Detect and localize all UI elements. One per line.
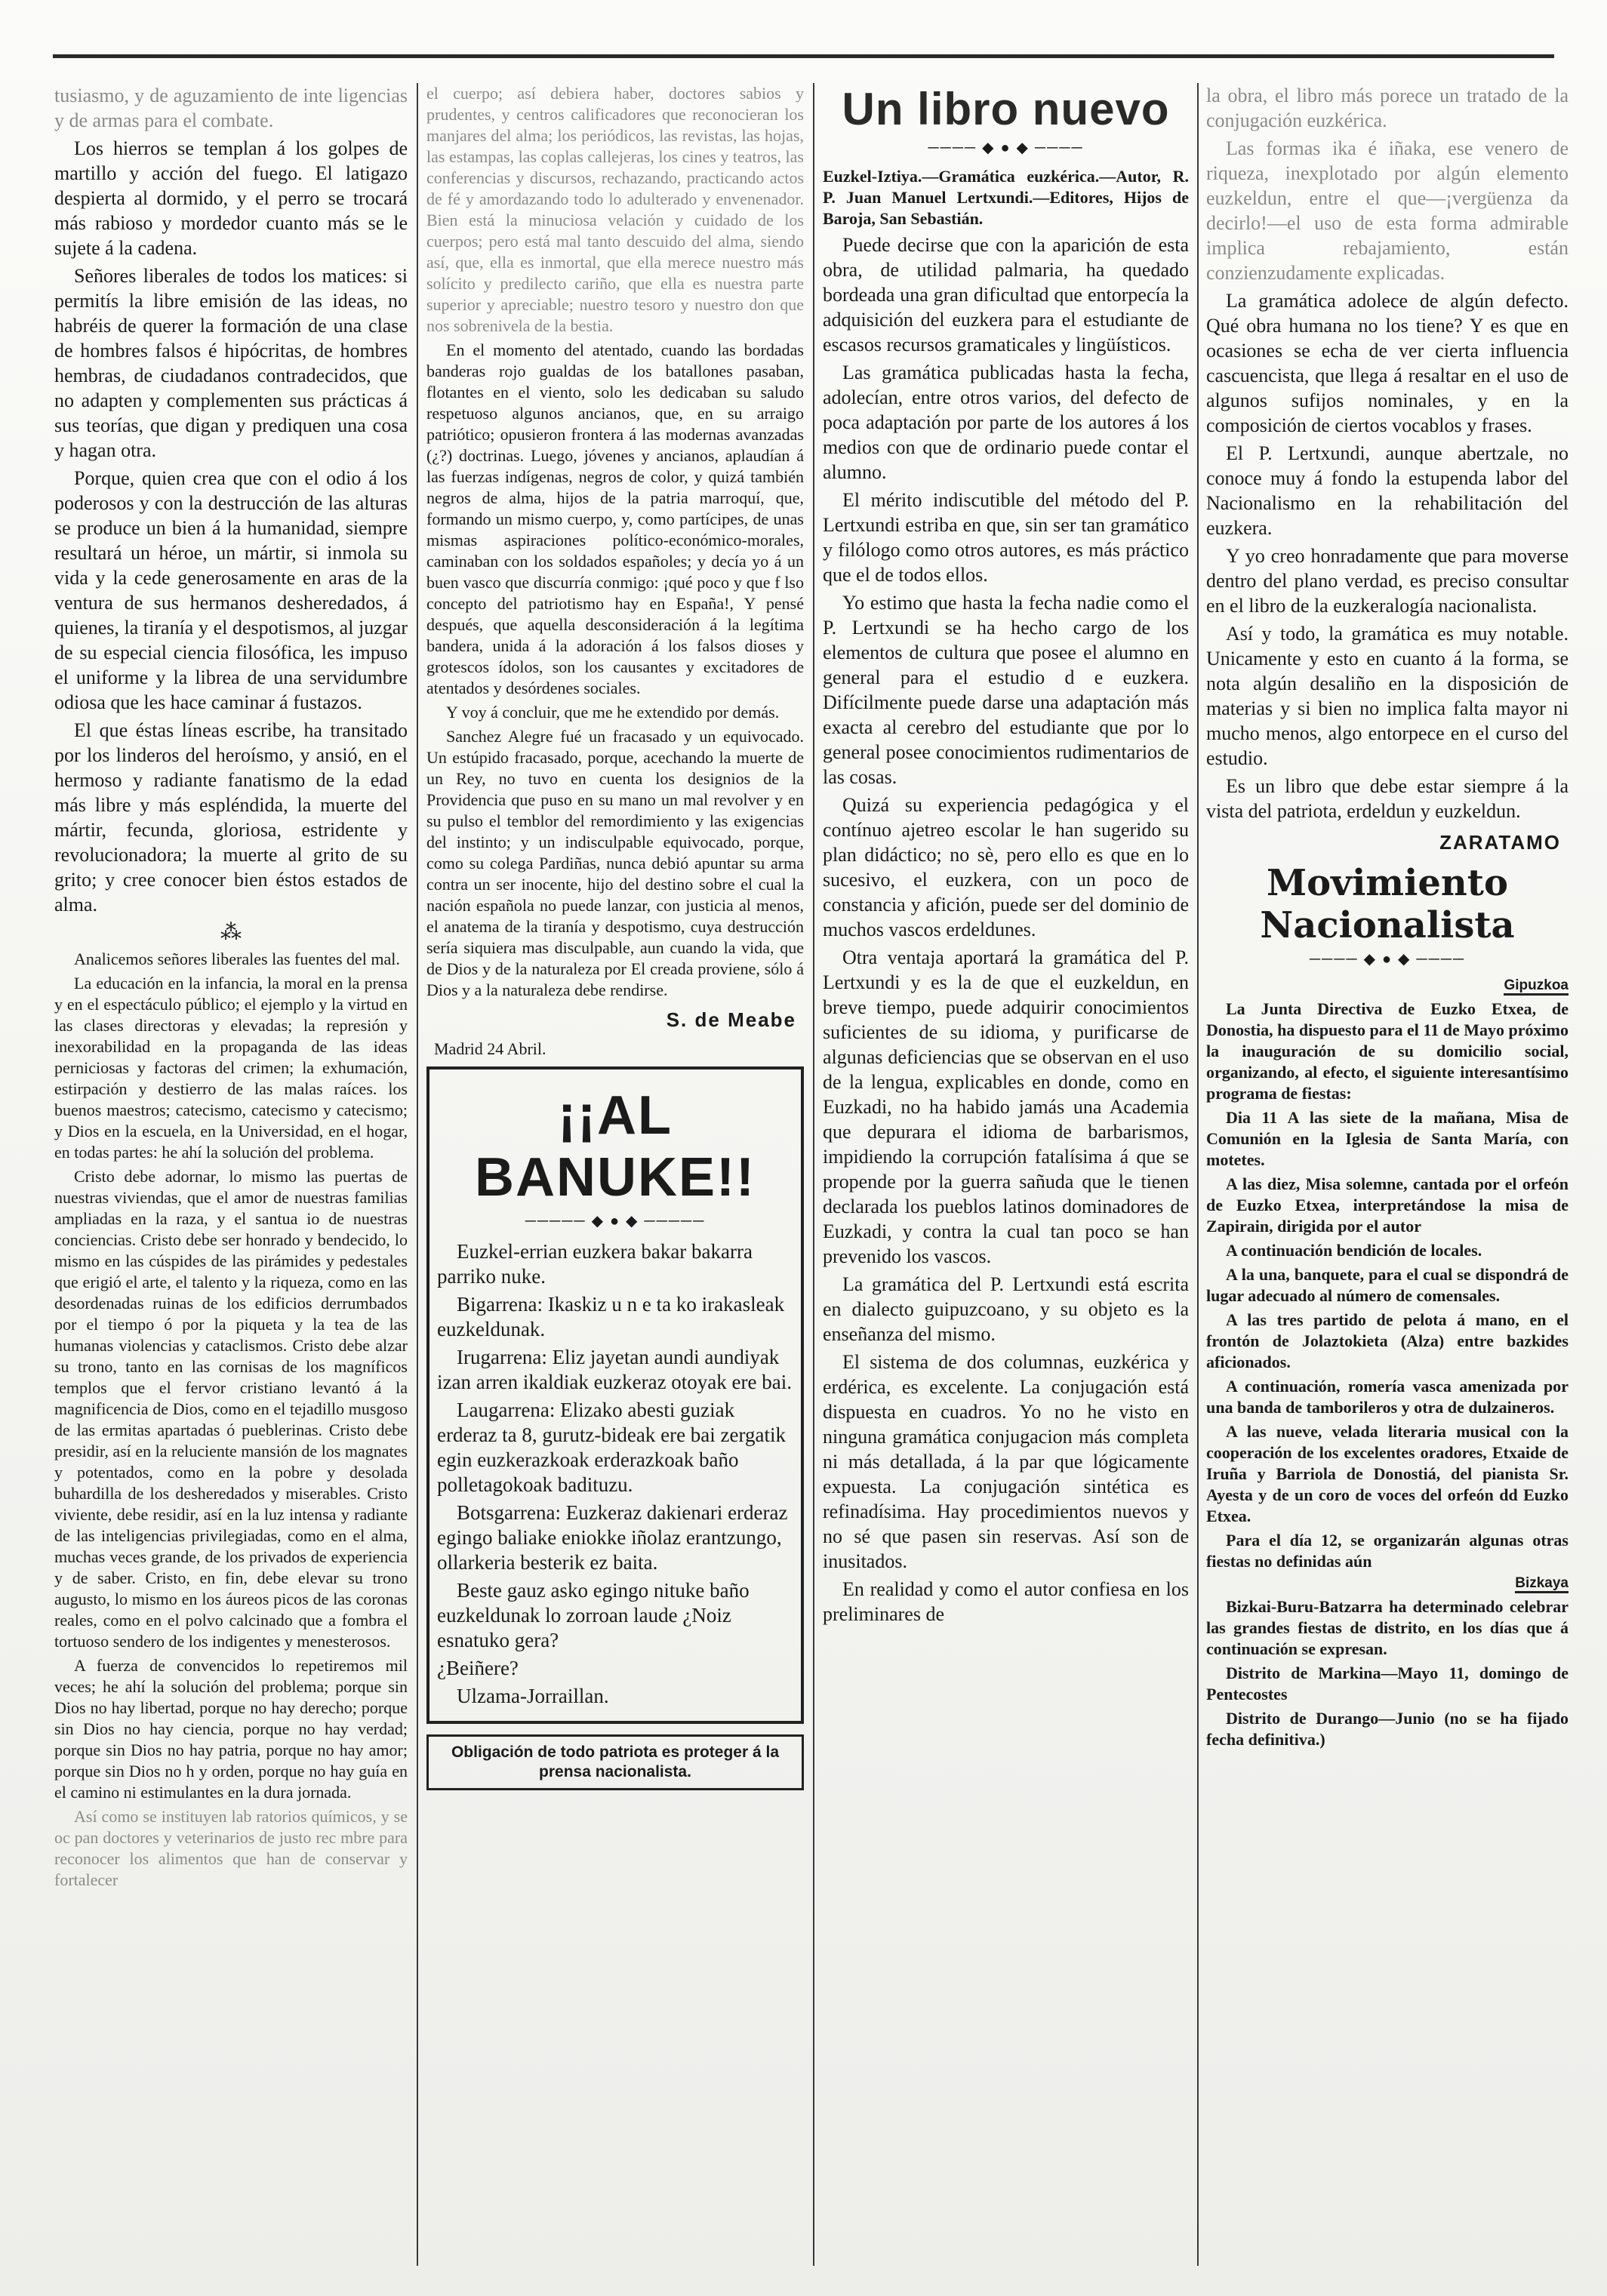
paragraph: A la una, banquete, para el cual se dispondrá de lugar adecuado al número de comensales. bbox=[1206, 1265, 1569, 1305]
section-heading: Movimiento Nacionalista bbox=[1260, 862, 1515, 946]
paragraph: tusiasmo, y de aguzamiento de inte ligencias y de armas para el combate. bbox=[54, 85, 408, 131]
paragraph: Quizá su experiencia pedagógica y el contínuo ajetreo escolar le han sugerido su plan didáctico; no sè, pero ello es que en lo sucesivo, el euzkera, con un poco de constancia y afición, puede ser del dominio de muchos vascos erdeldunes. bbox=[823, 794, 1189, 940]
paragraph: En realidad y como el autor confiesa en los preliminares de bbox=[823, 1578, 1189, 1625]
paragraph: Beste gauz asko egingo nituke baño euzkeldunak lo zorroan laude ¿Noiz esnatuko gera? bbox=[437, 1579, 750, 1651]
banner-title: ¡¡AL BANUKE!! bbox=[475, 1085, 756, 1208]
paragraph: La gramática del P. Lertxundi está escrita en dialecto guipuzcoano, y su objeto es la enseñanza del mismo. bbox=[823, 1273, 1189, 1345]
paragraph: Y yo creo honradamente que para moverse dentro del plano verdad, es preciso consultar en el libro de la euzkeralogía nacionalista. bbox=[1206, 545, 1569, 617]
paragraph: A las tres partido de pelota á mano, en el frontón de Jolaztokieta (Alza) entre bazkides aficionados. bbox=[1206, 1310, 1569, 1371]
paragraph: Analicemos señores liberales las fuentes del mal. bbox=[74, 949, 400, 968]
paragraph: el cuerpo; así debiera haber, doctores sabios y prudentes, y centros calificadores que reconocieran los manjares del alma; los periódicos, las revistas, las hojas, las estampas, las coplas callejeras, los cines y teatros, las conferencias y discursos, rechazando, practicando actos de fé y amordazando todo lo adulterado y envenenador. Bien está la minuciosa velación y cuidado de los cuerpos; pero está mal tanto descuido del alma, siendo así, que, ella es inmortal, que ella merece nuestro más solícito y predilecto cariño, que ella es nuestra parte superior y apreciable; nuestro tesoro y nuestro don que nos sobrenivela de la bestia. bbox=[426, 84, 804, 335]
paragraph: Distrito de Durango—Junio (no se ha fijado fecha definitiva.) bbox=[1206, 1709, 1569, 1749]
ornament-rule: ──── ◆ ● ◆ ──── bbox=[1309, 951, 1466, 968]
paragraph: Y voy á concluir, que me he extendido por demás. bbox=[446, 703, 780, 722]
paragraph: A fuerza de convencidos lo repetiremos mil veces; he ahí la solución del problema; porque sin Dios no hay libertad, porque no hay derecho; porque sin Dios no hay ciencia, porque no hay verdad; porque sin Dios no hay patria, porque no hay amor; porque sin Dios no h y orden, porque no hay guía en el camino ni estimulantes en la dura jornada. bbox=[54, 1656, 408, 1802]
column-divider bbox=[813, 83, 814, 2266]
paragraph: Botsgarrena: Euzkeraz dakienari erderaz egingo baliake eniokke iñolaz erantzungo, ollarkeria besterik ez baita. bbox=[437, 1501, 788, 1574]
article-subhead: Euzkel-Iztiya.—Gramática euzkérica.—Autor, R. P. Juan Manuel Lertxundi.—Editores, Hijos de Baroja, San Sebastián. bbox=[823, 167, 1189, 228]
al-banuke-box bbox=[426, 1066, 804, 1724]
paragraph: La educación en la infancia, la moral en la prensa y en el espectáculo público; el ejemplo y la virtud en las clases directoras y elevadas; la represión y inexorabilidad en la propaganda de las ideas perniciosas y factoras del crimen; la exhumación, estirpación y destierro de las malas raíces. los buenos maestros; catecismo, catecismo y catecismo; y Dios en la escuela, en la Universidad, en el hogar, en todas partes: he ahí la solución del problema. bbox=[54, 974, 408, 1162]
paragraph: Porque, quien crea que con el odio á los poderosos y con la destrucción de las alturas se produce un bien á la humanidad, siempre resultará un héroe, un mártir, si inmola su vida y la cede generosamente en aras de la ventura de sus hermanos desheredados, á quienes, la tiranía y el despotismos, al juzgar de su especial ciencia filosófica, les impuso el uniforme y la librea de una servidumbre odiosa que les hace caminar á fustazos. bbox=[54, 467, 408, 713]
ornament-rule: ───── ◆ ● ◆ ───── bbox=[525, 1213, 706, 1230]
paragraph: Puede decirse que con la aparición de esta obra, de utilidad palmaria, ha quedado bordeada una gran dificultad que entorpecía la adquisición del euzkera para el estudiante de escasos recursos gramaticales y lingüísticos. bbox=[823, 234, 1189, 355]
paragraph: Los hierros se templan á los golpes de martillo y acción del fuego. El latigazo despierta al dormido, y el perro se trocará más rabioso y mordedor cuanto más se le sujete á la cadena. bbox=[54, 137, 408, 259]
paragraph: Laugarrena: Elizako abesti guziak erderaz ta 8, gurutz-bideak ere bai zergatik egin euzkerazkoak erderazkoak baño polletagokoak badituzu. bbox=[437, 1399, 786, 1496]
paragraph: Yo estimo que hasta la fecha nadie como el P. Lertxundi se ha hecho cargo de los elementos de cultura que posee el alumno en general para el estudio d e euzkera. Difícilmente puede darse una adaptación más exacta al cerebro del estudiante que por lo general posee conocimientos rudimentarios de las cosas. bbox=[823, 592, 1189, 788]
article-title: Un libro nuevo bbox=[842, 84, 1170, 134]
ornament-rule: ──── ◆ ● ◆ ──── bbox=[928, 140, 1084, 156]
paragraph: El P. Lertxundi, aunque abertzale, no conoce muy á fondo la estupenda labor del Nacionalismo en la rehabilitación del euzkera. bbox=[1206, 442, 1569, 539]
paragraph: La Junta Directiva de Euzko Etxea, de Donostia, ha dispuesto para el 11 de Mayo próximo la inauguración de su domicilio social, organizando, al efecto, el siguiente interesantísimo programa de fiestas: bbox=[1206, 999, 1569, 1103]
paragraph: A las nueve, velada literaria musical con la cooperación de los excelentes oradores, Etxaide de Iruña y Barriola de Donostiá, del pianista Sr. Ayesta y de un coro de voces del orfeón dd Euzko Etxea. bbox=[1206, 1422, 1569, 1525]
notice-box: Obligación de todo patriota es proteger á la prensa nacionalista. bbox=[426, 1734, 804, 1790]
paragraph: Sanchez Alegre fué un fracasado y un equivocado. Un estúpido fracasado, porque, acechando la muerte de un Rey, no tuvo en cuenta los designios de la Providencia que puso en su mano un mal revolver y en su pulso el temblor del remordimiento y las exigencias del instinto; y un indisculpable equivocado, porque, como su colega Pardiñas, nunca debió apuntar su arma contra un ser inocente, hijo del destino sobre el cual la nación española no puede lanzar, con justicia al menos, el anatema de la tiranía y despotismo, cuya destrucción sería siquiera mas disculpable, aun cuando la vida, que de Dios y de la naturaleza por El creada proviene, sólo á Dios y a la naturaleza debe rendirse. bbox=[426, 727, 804, 999]
region-label-bizkaya: Bizkaya bbox=[1206, 1575, 1569, 1592]
column-divider bbox=[417, 83, 418, 2266]
paragraph: A continuación, romería vasca amenizada por una banda de tamborileros y otra de dulzaineros. bbox=[1206, 1377, 1569, 1417]
column-1 bbox=[54, 83, 408, 2266]
ornament-asterism: ⁂ bbox=[220, 921, 242, 944]
paragraph: Para el día 12, se organizarán algunas otras fiestas no definidas aún bbox=[1206, 1531, 1569, 1571]
column-2 bbox=[426, 83, 804, 2266]
paragraph: Distrito de Markina—Mayo 11, domingo de Pentecostes bbox=[1206, 1664, 1569, 1704]
paragraph: Señores liberales de todos los matices: si permitís la libre emisión de las ideas, no habréis de querer la formación de una clase de hombres falsos é hipócritas, de hombres hembras, de ciudadanos contradecidos, que no adapten y complementen sus prácticas á sus teorías, que digan y prediquen una cosa y hagan otra. bbox=[54, 265, 408, 461]
box-closing: ¿Beiñere? bbox=[437, 1657, 519, 1679]
paragraph: la obra, el libro más porece un tratado de la conjugación euzkérica. bbox=[1206, 85, 1569, 131]
paragraph: Bizkai-Buru-Batzarra ha determinado celebrar las grandes fiestas de distrito, en los días que á continuación se expresan. bbox=[1206, 1597, 1569, 1658]
paragraph: Irugarrena: Eliz jayetan aundi aundiyak izan arren ikaldiak euzkeraz otoyak ere bai. bbox=[437, 1346, 792, 1393]
paragraph: En el momento del atentado, cuando las bordadas banderas rojo gualdas de los batallones pasaban, flotantes en el viento, solo les dedicaban su saludo respetuoso algunos ancianos, que, en su arraigo patriótico; opusieron frontera á las modernas avanzadas (¿?) doctrinas. Luego, jóvenes y ancianos, aplaudían á las fuerzas indígenas, negros de color, y quizá también negros de alma, hijos de la patria marroquí, que, formando un mismo cuerpo, y, como partícipes, de unas mismas aspiraciones político-económico-morales, caminaban con los soldados españoles; y decía yo á un buen vasco que discurría conmigo: ¡qué poco y que f lso concepto del patriotismo hay en España!, Y pensé después, que aquella desconsideración á la legítima bandera, unida á la adoración á los falsos dioses y grotescos ídolos, son los causantes y excitadores de atentados y desórdenes sociales. bbox=[426, 340, 804, 697]
paragraph: Bigarrena: Ikaskiz u n e ta ko irakasleak euzkeldunak. bbox=[437, 1293, 785, 1340]
region-label-gipuzkoa: Gipuzkoa bbox=[1206, 977, 1569, 994]
top-rule bbox=[53, 54, 1554, 58]
paragraph: Dia 11 A las siete de la mañana, Misa de Comunión en la Iglesia de Santa María, con motetes. bbox=[1206, 1108, 1569, 1169]
article-signature: ZARATAMO bbox=[1439, 831, 1561, 854]
paragraph: Así y todo, la gramática es muy notable. Unicamente y esto en cuanto á la forma, se nota algún desaliño en la disposición de materias y si bien no implica falta mayor ni mucho menos, algo entorpece en el curso del estudio. bbox=[1206, 623, 1569, 769]
column-3 bbox=[823, 83, 1189, 2266]
paragraph: A las diez, Misa solemne, cantada por el orfeón de Euzko Etxea, interpretándose la misa de Zapirain, dirigida por el autor bbox=[1206, 1174, 1569, 1236]
article-signature: S. de Meabe bbox=[666, 1008, 796, 1031]
dateline: Madrid 24 Abril. bbox=[434, 1039, 546, 1058]
paragraph: La gramática adolece de algún defecto. Qué obra humana no los tiene? Y es que en ocasiones se echa de ver cierta influencia cascuencista, que llega á resaltar en el uso de algunos sufijos nominales, y en la composición de ciertos vocablos y frases. bbox=[1206, 290, 1569, 436]
paragraph: El que éstas líneas escribe, ha transitado por los linderos del heroísmo, y ansió, en el hermoso y radiante fanatismo de la edad más libre y más espléndida, la muerte del mártir, fecunda, gloriosa, estridente y revolucionadora; la muerte al grito de su grito; y cree conocer bien éstos estados de alma. bbox=[54, 719, 408, 916]
box-author: Ulzama-Jorraillan. bbox=[457, 1685, 609, 1707]
column-4 bbox=[1206, 83, 1569, 2266]
paragraph: Cristo debe adornar, lo mismo las puertas de nuestras viviendas, que el amor de nuestras familias ampliadas en la raza, y el santua io de nuestras conciencias. Cristo debe ser honrado y bendecido, lo mismo en las cúspides de las pirámides y pedestales que erigió el arte, el talento y la riqueza, como en las desordenadas ruinas de los edificios derrumbados por el tiempo ó por la piqueta y la tea de las humanas violencias y cataclismos. Cristo debe alzar su trono, tanto en las cornisas de los magníficos templos que el fervor cristiano levantó á la magnificencia de Dios, como en el tejadillo musgoso de las ermitas apartadas ó pueblerinas. Cristo debe presidir, así en la reluciente mansión de los magnates y potentados, como en la pobre y desolada buhardilla de los desheredados y miserables. Cristo viviente, debe residir, así en la luz intensa y radiante de las inteligencias privilegiadas, como en el alma, muchas veces grande, de los privados de experiencia y de saber. Cristo, en fin, debe elevar su trono augusto, lo mismo en los áureos picos de las coronas reales, como en el polvo calcinado que a fombra el tortuoso sendero de los indigentes y menesterosos. bbox=[54, 1167, 408, 1651]
paragraph: Las formas ika é iñaka, ese venero de riqueza, inexplotado por algún elemento euzkeldun, entre el que—¡vergüenza da decirlo!—el uso de esta forma admirable implica rebajamiento, están conzienzudamente explicadas. bbox=[1206, 137, 1569, 284]
paragraph: Las gramática publicadas hasta la fecha, adolecían, entre otros varios, del defecto de poca adaptación por parte de los autores á los medios con que de ordinario puede contar el alumno. bbox=[823, 362, 1189, 483]
paragraph: Euzkel-errian euzkera bakar bakarra parriko nuke. bbox=[437, 1240, 753, 1288]
column-divider bbox=[1197, 83, 1199, 2266]
paragraph: Es un libro que debe estar siempre á la vista del patriota, erdeldun y euzkeldun. bbox=[1206, 775, 1569, 822]
paragraph: Así como se instituyen lab ratorios químicos, y se oc pan doctores y veterinarios de justo rec mbre para reconocer los alimentos que han de conservar y fortalecer bbox=[54, 1807, 408, 1889]
paragraph: A continuación bendición de locales. bbox=[1226, 1241, 1482, 1260]
paragraph: Otra ventaja aportará la gramática del P. Lertxundi y es la de que el euzkeldun, en breve tiempo, puede adquirir conocimientos suficientes de su idioma, y purificarse de algunas deficiencias que se observan en el uso de la lengua, explicables en donde, como en Euzkadi, no ha habido jamás una Academia que depurara el idioma de barbarismos, impidiendo la corrupción fatalísima á que se propende por la guerra sañuda que le tienen declarada los pueblos latinos dominadores de Euzkadi, y contra la cual tan poco se han prevenido los vascos. bbox=[823, 946, 1189, 1267]
paragraph: El sistema de dos columnas, euzkérica y erdérica, es excelente. La conjugación está dispuesta en cuadros. Yo no he visto en ninguna gramática conjugacion más completa ni más detallada, á la par que lógicamente expuesta. La conjugación sintética es refinadísima. Hay procedimientos nuevos y no sé que pasen sin reservas. Así son de inusitados. bbox=[823, 1351, 1189, 1572]
paragraph: El mérito indiscutible del método del P. Lertxundi estriba en que, sin ser tan gramático y filólogo como otros autores, es más práctico que el de todos ellos. bbox=[823, 489, 1189, 586]
